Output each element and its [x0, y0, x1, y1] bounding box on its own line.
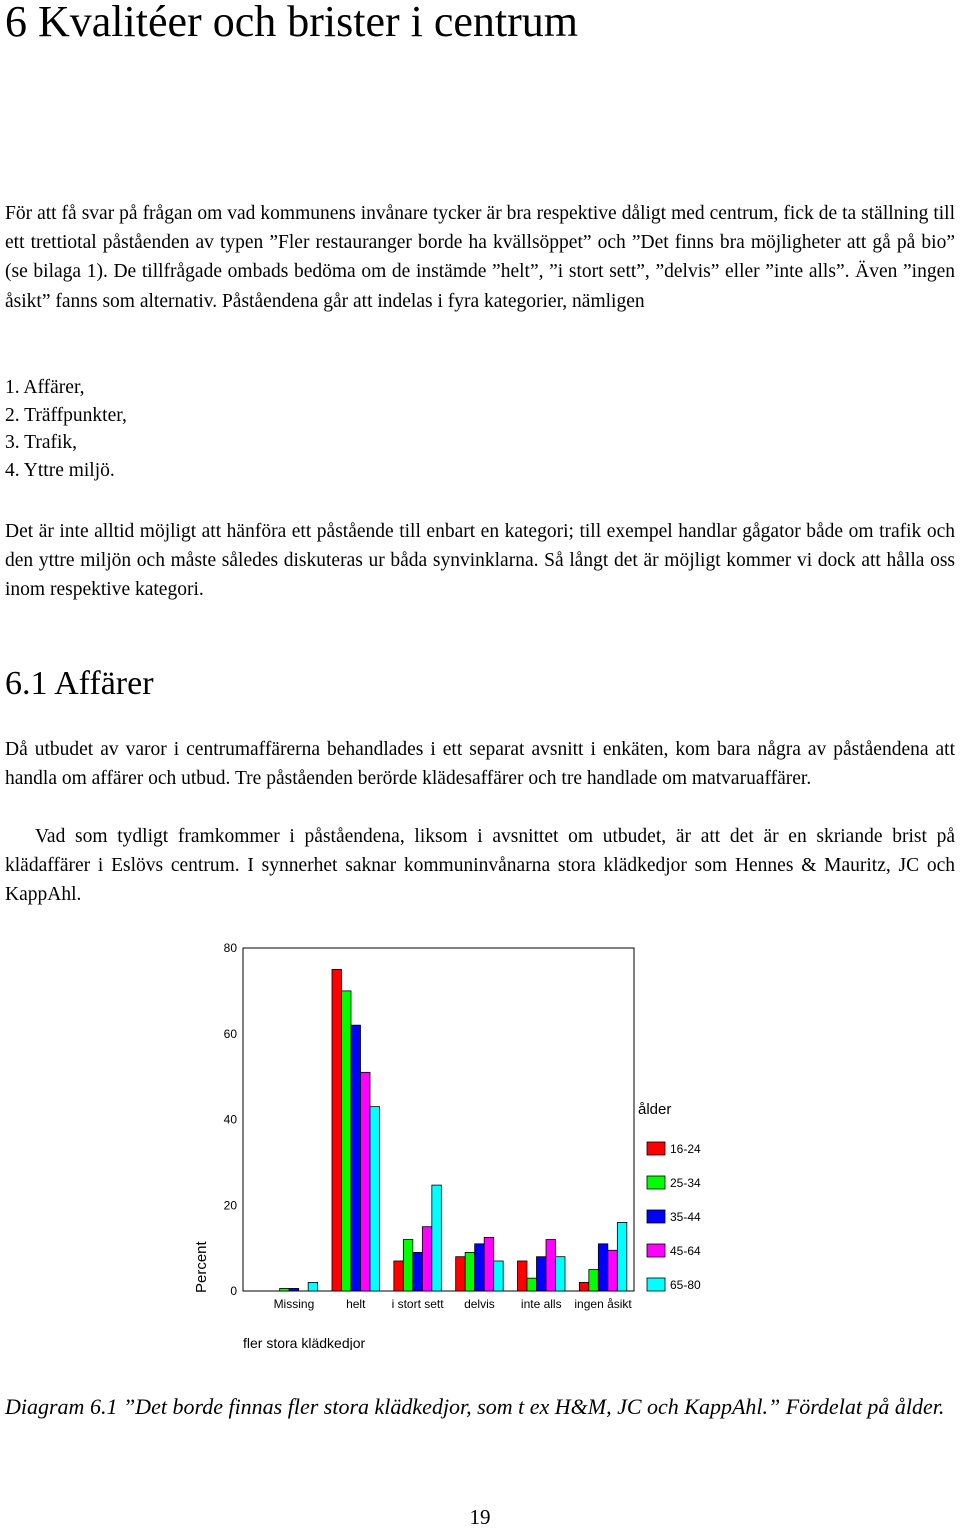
bar-16-24-inte-alls — [518, 1261, 528, 1291]
bar-35-44-ingen-åsikt — [598, 1244, 608, 1291]
bar-45-64-inte-alls — [546, 1240, 556, 1291]
x-tick-label: inte alls — [520, 1297, 562, 1311]
legend-swatch-65-80 — [647, 1278, 665, 1291]
bar-45-64-ingen-åsikt — [608, 1250, 618, 1291]
y-tick-label: 40 — [223, 1112, 237, 1127]
bar-35-44-inte-alls — [537, 1257, 547, 1291]
category-list — [5, 374, 127, 484]
figure-caption: Diagram 6.1 ”Det borde finnas fler stora klädkedjor, som t ex H&M, JC och KappAhl.” Fördelat på ålder. — [5, 1394, 945, 1419]
bar-65-80-inte-alls — [556, 1257, 566, 1291]
bar-16-24-helt — [332, 969, 342, 1291]
page-heading: 6 Kvalitéer och brister i centrum — [5, 0, 579, 46]
bar-65-80-Missing — [308, 1282, 318, 1291]
legend-label: 65-80 — [670, 1278, 701, 1292]
bar-65-80-helt — [370, 1107, 380, 1291]
y-tick-label: 80 — [223, 941, 237, 955]
bar-16-24-i-stort-sett — [394, 1261, 404, 1291]
intro-paragraph: För att få svar på frågan om vad kommunens invånare tycker är bra respektive dåligt med centrum, fick de ta ställning till ett trettiotal påståenden av typen ”Fler restauranger borde ha kvällsöppet” och ”Det finns bra möjligheter att gå på bio” (se bilaga 1). De tillfrågade ombads bedöma om de instämde ”helt”, ”i stort sett”, ”delvis” eller ”inte alls”. Även ”ingen åsikt” fanns som alternativ. Påståendena går att indelas i fyra kategorier, nämligen — [5, 203, 955, 312]
legend-label: 25-34 — [670, 1176, 701, 1190]
bar-16-24-ingen-åsikt — [579, 1282, 589, 1291]
paragraph-categories-note: Det är inte alltid möjligt att hänföra ett påstående till enbart en kategori; till exempel handlar gågator både om trafik och den yttre miljön och måste således diskuteras ur båda synvinklarna. Så långt det är möjligt kommer vi dock att hålla oss inom respektive kategori. — [5, 521, 955, 601]
legend-swatch-35-44 — [647, 1210, 665, 1223]
bar-65-80-i-stort-sett — [432, 1185, 442, 1291]
bar-35-44-delvis — [475, 1244, 485, 1291]
y-tick-label: 60 — [223, 1026, 237, 1041]
bar-45-64-i-stort-sett — [422, 1227, 432, 1291]
bar-16-24-delvis — [456, 1257, 466, 1291]
y-axis-label: Percent — [193, 1241, 210, 1293]
bar-chart — [0, 930, 960, 1350]
legend-title: ålder — [638, 1101, 672, 1118]
section-heading: 6.1 Affärer — [5, 665, 154, 702]
bar-35-44-Missing — [289, 1288, 299, 1291]
y-tick-label: 20 — [223, 1198, 237, 1213]
bars — [280, 969, 627, 1291]
bar-25-34-delvis — [465, 1252, 475, 1291]
page-number: 19 — [469, 1505, 491, 1529]
list-item: 1. Affärer, — [5, 377, 85, 398]
list-item: 2. Träffpunkter, — [5, 404, 127, 426]
bar-65-80-delvis — [494, 1261, 504, 1291]
y-tick-label: 0 — [230, 1284, 237, 1298]
x-axis-label: fler stora klädkedjor — [243, 1335, 366, 1350]
bar-35-44-i-stort-sett — [413, 1252, 423, 1291]
legend-label: 45-64 — [670, 1244, 701, 1258]
bar-45-64-helt — [361, 1072, 371, 1291]
legend-label: 35-44 — [670, 1210, 701, 1224]
x-tick-label: helt — [346, 1297, 366, 1311]
bar-65-80-ingen-åsikt — [617, 1222, 627, 1291]
x-axis-ticks — [274, 1297, 633, 1311]
legend-swatch-16-24 — [647, 1142, 665, 1155]
bar-25-34-Missing — [280, 1288, 290, 1291]
list-item: 3. Trafik, — [5, 432, 78, 454]
list-item: 4. Yttre miljö. — [5, 459, 115, 481]
x-tick-label: ingen åsikt — [574, 1297, 632, 1311]
x-tick-label: i stort sett — [391, 1297, 444, 1311]
bar-25-34-ingen-åsikt — [589, 1270, 599, 1291]
legend-label: 16-24 — [670, 1142, 701, 1156]
bar-25-34-helt — [342, 991, 352, 1291]
paragraph-kladkedjor: Vad som tydligt framkommer i påståendena, liksom i avsnittet om utbudet, är att det är en skriande brist på klädaffärer i Eslövs centrum. I synnerhet saknar kommuninvånarna stora klädkedjor som Hennes & Mauritz, JC och KappAhl. — [5, 826, 955, 906]
bar-35-44-helt — [351, 1025, 361, 1291]
x-tick-label: Missing — [273, 1297, 315, 1311]
y-axis-ticks — [224, 941, 238, 1298]
legend-swatch-45-64 — [647, 1244, 665, 1257]
bar-25-34-inte-alls — [527, 1278, 537, 1291]
bar-25-34-i-stort-sett — [403, 1240, 413, 1291]
bar-45-64-delvis — [484, 1237, 494, 1291]
x-tick-label: delvis — [464, 1297, 495, 1311]
legend — [647, 1142, 701, 1292]
paragraph-affarer: Då utbudet av varor i centrumaffärerna behandlades i ett separat avsnitt i enkäten, kom bara några av påståendena att handla om affärer och utbud. Tre påståenden berörde klädesaffärer och tre handlade om matvaruaffärer. — [5, 739, 955, 790]
legend-swatch-25-34 — [647, 1176, 665, 1189]
